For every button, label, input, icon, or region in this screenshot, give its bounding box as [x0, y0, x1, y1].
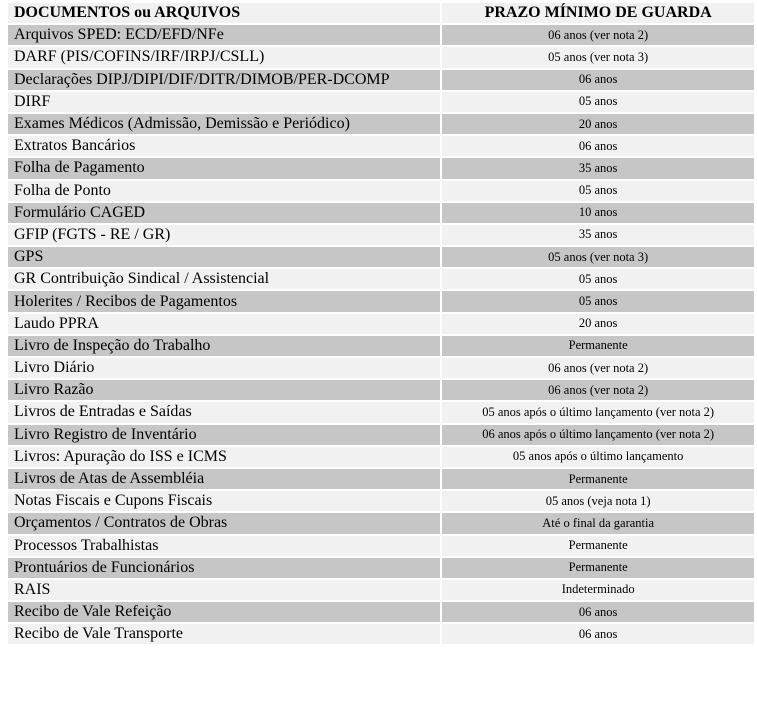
table-row: [8, 314, 754, 334]
document-cell: Arquivos SPED: ECD/EFD/NFe: [8, 25, 440, 45]
table-row: [8, 602, 754, 622]
document-cell: Livro de Inspeção do Trabalho: [8, 336, 440, 356]
document-cell: Notas Fiscais e Cupons Fiscais: [8, 491, 440, 511]
table-row: [8, 269, 754, 289]
retention-period-cell: 06 anos: [442, 602, 754, 622]
table-row: [8, 225, 754, 245]
document-cell: Laudo PPRA: [8, 314, 440, 334]
retention-period-cell: 05 anos (ver nota 3): [442, 47, 754, 67]
retention-period-cell: 05 anos: [442, 181, 754, 201]
document-cell: Folha de Pagamento: [8, 158, 440, 178]
retention-period-cell: 35 anos: [442, 225, 754, 245]
document-cell: Folha de Ponto: [8, 181, 440, 201]
table-row: [8, 47, 754, 67]
document-cell: Extratos Bancários: [8, 136, 440, 156]
table-row: [8, 580, 754, 600]
document-cell: RAIS: [8, 580, 440, 600]
document-cell: DIRF: [8, 92, 440, 112]
retention-period-cell: 05 anos após o último lançamento (ver nota 2): [442, 402, 754, 422]
retention-table: [6, 1, 756, 646]
table-row: [8, 25, 754, 45]
retention-period-cell: 05 anos: [442, 291, 754, 311]
document-cell: GFIP (FGTS - RE / GR): [8, 225, 440, 245]
document-cell: Formulário CAGED: [8, 203, 440, 223]
table-row: [8, 491, 754, 511]
retention-period-cell: 20 anos: [442, 314, 754, 334]
table-row: [8, 358, 754, 378]
table-row: [8, 558, 754, 578]
table-row: [8, 114, 754, 134]
table-header-row: [8, 3, 754, 23]
table-row: [8, 203, 754, 223]
table-row: [8, 624, 754, 644]
document-cell: Processos Trabalhistas: [8, 536, 440, 556]
table-row: [8, 247, 754, 267]
document-cell: Livro Diário: [8, 358, 440, 378]
retention-period-cell: 05 anos (veja nota 1): [442, 491, 754, 511]
table-row: [8, 336, 754, 356]
document-cell: Orçamentos / Contratos de Obras: [8, 513, 440, 533]
document-cell: Prontuários de Funcionários: [8, 558, 440, 578]
document-cell: Declarações DIPJ/DIPI/DIF/DITR/DIMOB/PER-DCOMP: [8, 70, 440, 90]
retention-period-cell: 05 anos (ver nota 3): [442, 247, 754, 267]
retention-period-cell: 06 anos: [442, 70, 754, 90]
document-cell: Holerites / Recibos de Pagamentos: [8, 291, 440, 311]
table-row: [8, 380, 754, 400]
table-row: [8, 291, 754, 311]
retention-period-cell: 06 anos (ver nota 2): [442, 380, 754, 400]
retention-period-cell: Até o final da garantia: [442, 513, 754, 533]
document-cell: DARF (PIS/COFINS/IRF/IRPJ/CSLL): [8, 47, 440, 67]
retention-period-cell: 06 anos após o último lançamento (ver nota 2): [442, 425, 754, 445]
retention-period-cell: 20 anos: [442, 114, 754, 134]
retention-period-cell: 06 anos: [442, 136, 754, 156]
retention-period-cell: Permanente: [442, 336, 754, 356]
table-row: [8, 425, 754, 445]
retention-period-cell: 06 anos (ver nota 2): [442, 25, 754, 45]
header-prazo: PRAZO MÍNIMO DE GUARDA: [442, 3, 754, 23]
document-cell: Recibo de Vale Refeição: [8, 602, 440, 622]
table-row: [8, 158, 754, 178]
retention-period-cell: 05 anos após o último lançamento: [442, 447, 754, 467]
table-row: [8, 513, 754, 533]
retention-period-cell: Permanente: [442, 558, 754, 578]
retention-period-cell: Indeterminado: [442, 580, 754, 600]
retention-period-cell: Permanente: [442, 469, 754, 489]
document-cell: GPS: [8, 247, 440, 267]
retention-period-cell: 05 anos: [442, 92, 754, 112]
document-cell: Livros: Apuração do ISS e ICMS: [8, 447, 440, 467]
document-cell: Recibo de Vale Transporte: [8, 624, 440, 644]
table-row: [8, 92, 754, 112]
document-cell: Livros de Entradas e Saídas: [8, 402, 440, 422]
table-row: [8, 447, 754, 467]
retention-period-cell: 05 anos: [442, 269, 754, 289]
header-documentos: DOCUMENTOS ou ARQUIVOS: [8, 3, 440, 23]
document-cell: Exames Médicos (Admissão, Demissão e Periódico): [8, 114, 440, 134]
table-row: [8, 181, 754, 201]
table-row: [8, 402, 754, 422]
retention-period-cell: 06 anos: [442, 624, 754, 644]
document-cell: GR Contribuição Sindical / Assistencial: [8, 269, 440, 289]
retention-period-cell: 06 anos (ver nota 2): [442, 358, 754, 378]
table-row: [8, 70, 754, 90]
table-row: [8, 536, 754, 556]
document-cell: Livro Registro de Inventário: [8, 425, 440, 445]
retention-period-cell: 35 anos: [442, 158, 754, 178]
document-cell: Livros de Atas de Assembléia: [8, 469, 440, 489]
retention-period-cell: Permanente: [442, 536, 754, 556]
document-cell: Livro Razão: [8, 380, 440, 400]
retention-period-cell: 10 anos: [442, 203, 754, 223]
table-row: [8, 469, 754, 489]
table-row: [8, 136, 754, 156]
